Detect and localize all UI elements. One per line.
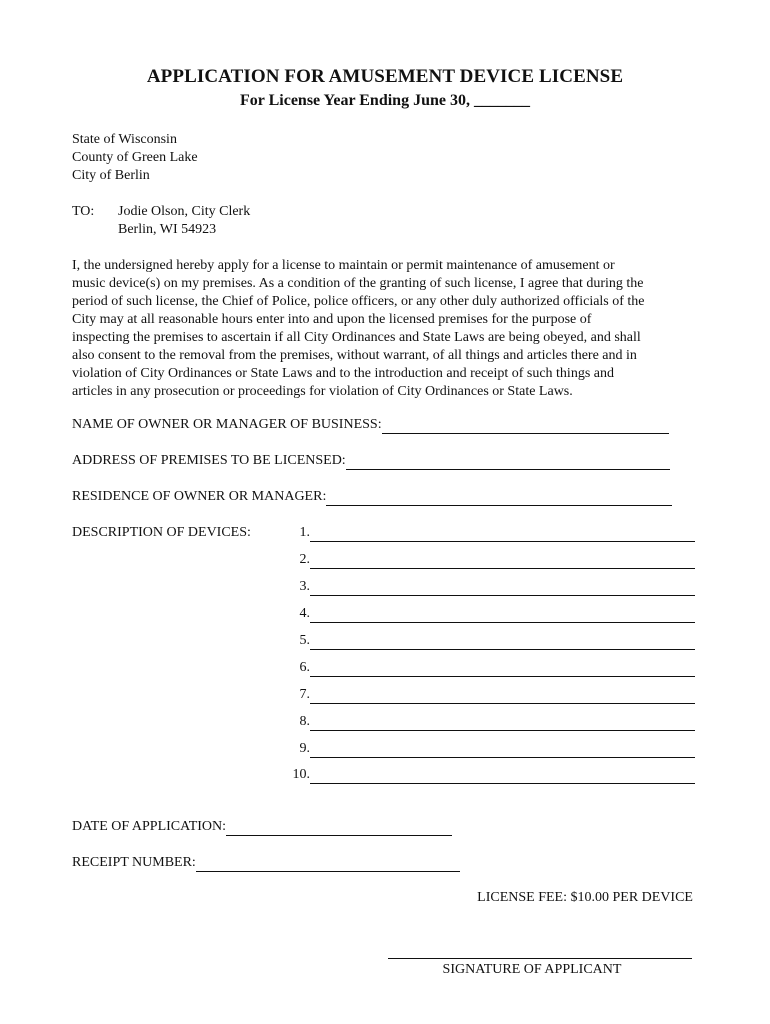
device-number: 5. [299,633,310,648]
device-field[interactable] [310,581,695,596]
owner-name-field[interactable] [382,419,669,434]
device-field[interactable] [310,743,695,758]
statement-line: articles in any prosecution or proceedings for violation of City Ordinances or State Laws. [72,384,573,399]
state-line: State of Wisconsin [72,132,177,147]
form-subtitle: For License Year Ending June 30, _______ [240,92,530,109]
device-row [286,713,695,731]
device-number: 1. [299,525,310,540]
premises-address-label: ADDRESS OF PREMISES TO BE LICENSED: [72,453,346,468]
statement-line: music device(s) on my premises. As a condition of the granting of such license, I agree that during the [72,276,644,291]
device-row [286,524,695,542]
device-number: 7. [299,687,310,702]
device-field[interactable] [310,608,695,623]
date-field[interactable] [226,821,452,836]
device-row [286,605,695,623]
device-row [286,766,695,784]
device-number: 9. [299,741,310,756]
recipient-address: Berlin, WI 54923 [118,222,217,237]
signature-label: SIGNATURE OF APPLICANT [442,962,622,977]
receipt-row [72,854,460,872]
receipt-field[interactable] [196,857,460,872]
statement-line: violation of City Ordinances or State Laws and to the introduction and receipt of such things and [72,366,614,381]
premises-address-field[interactable] [346,455,670,470]
device-row [286,659,695,677]
device-field[interactable] [310,689,695,704]
statement-line: inspecting the premises to ascertain if all City Ordinances and State Laws are being obeyed, and shall [72,330,641,345]
device-row [286,578,695,596]
devices-label: DESCRIPTION OF DEVICES: [72,525,251,540]
receipt-label: RECEIPT NUMBER: [72,855,196,870]
date-row [72,818,452,836]
statement-line: also consent to the removal from the premises, without warrant, of all things and articles there and in [72,348,637,363]
device-field[interactable] [310,527,695,542]
statement-line: City may at all reasonable hours enter into and upon the licensed premises for the purpose of [72,312,592,327]
device-row [286,551,695,569]
device-number: 6. [299,660,310,675]
license-fee: LICENSE FEE: $10.00 PER DEVICE [477,890,693,905]
device-number: 2. [299,552,310,567]
statement-line: I, the undersigned hereby apply for a license to maintain or permit maintenance of amusement or [72,258,615,273]
recipient-name: Jodie Olson, City Clerk [118,204,251,219]
county-line: County of Green Lake [72,150,198,165]
residence-label: RESIDENCE OF OWNER OR MANAGER: [72,489,327,504]
to-label: TO: [72,204,95,219]
device-field[interactable] [310,769,695,784]
device-field[interactable] [310,554,695,569]
residence-field[interactable] [326,491,672,506]
owner-name-label: NAME OF OWNER OR MANAGER OF BUSINESS: [72,417,382,432]
device-row [286,686,695,704]
city-line: City of Berlin [72,168,150,183]
device-number: 8. [299,714,310,729]
device-row [286,632,695,650]
jurisdiction-block [72,131,198,185]
signature-line[interactable] [388,958,692,959]
device-field[interactable] [310,635,695,650]
device-number: 10. [292,767,310,782]
date-label: DATE OF APPLICATION: [72,819,227,834]
statement-line: period of such license, the Chief of Police, police officers, or any other duly authorized officials of the [72,294,645,309]
device-number: 3. [299,579,310,594]
device-field[interactable] [310,716,695,731]
statement-paragraph [72,257,702,401]
form-title: APPLICATION FOR AMUSEMENT DEVICE LICENSE [146,66,624,87]
device-row [286,740,695,758]
owner-name-row [72,416,669,434]
residence-row [72,488,672,506]
device-field[interactable] [310,662,695,677]
premises-address-row [72,452,670,470]
device-number: 4. [299,606,310,621]
